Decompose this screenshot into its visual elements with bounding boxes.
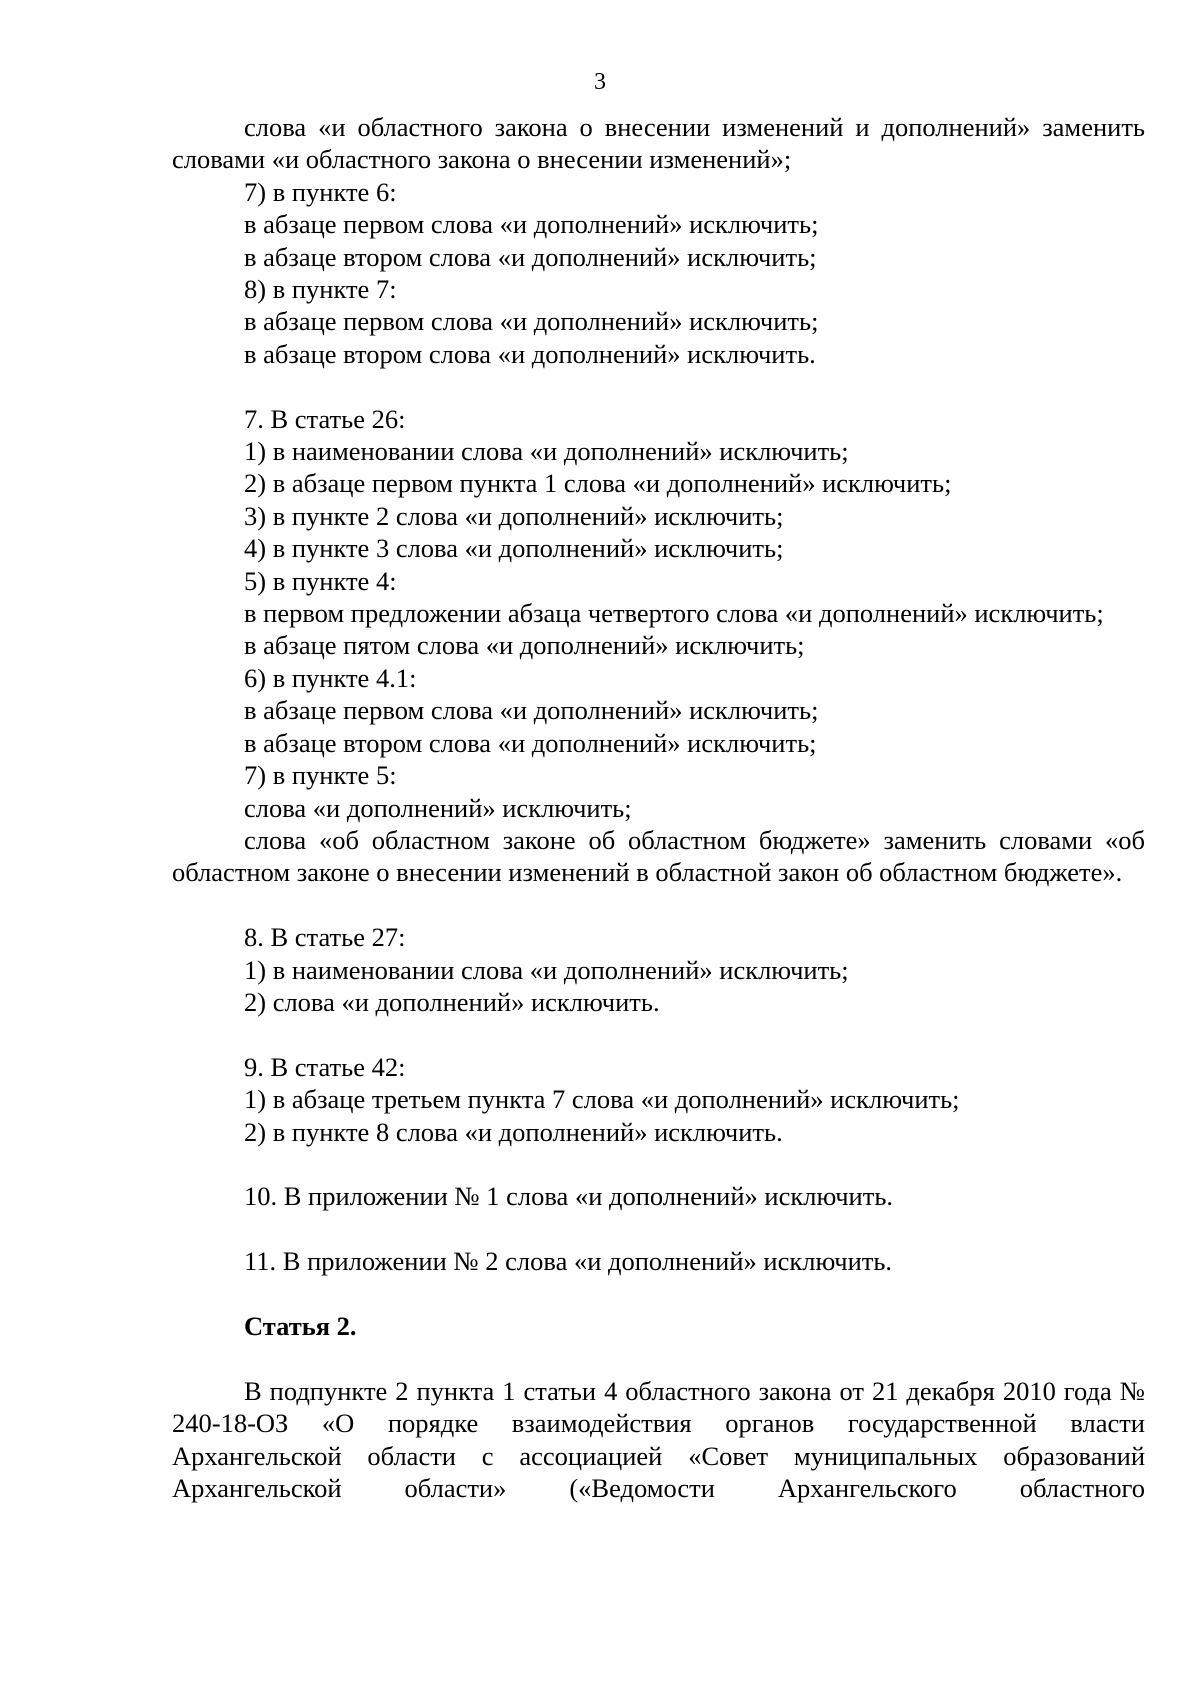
paragraph-gap xyxy=(172,1278,1145,1310)
paragraph: в абзаце первом слова «и дополнений» исключить; xyxy=(244,695,819,726)
paragraph-gap xyxy=(172,889,1145,921)
paragraph: в первом предложении абзаца четвертого слова «и дополнений» исключить; xyxy=(244,598,1104,629)
paragraph-gap xyxy=(172,1213,1145,1245)
paragraph: 11. В приложении № 2 слова «и дополнений» исключить. xyxy=(244,1246,893,1277)
paragraph: в абзаце втором слова «и дополнений» исключить; xyxy=(244,241,817,272)
paragraph: 3) в пункте 2 слова «и дополнений» исключить; xyxy=(244,500,784,531)
paragraph: 6) в пункте 4.1: xyxy=(244,662,417,693)
paragraph: 7) в пункте 5: xyxy=(244,760,397,791)
paragraph: в абзаце первом слова «и дополнений» исключить; xyxy=(244,306,819,337)
paragraph: слова «об областном законе об областном бюджете» заменить словами «об областном законе о внесении изменений в областной закон об областном бюджете». xyxy=(172,824,1145,888)
document-body xyxy=(172,111,1145,1504)
page-number: 3 xyxy=(594,69,606,95)
paragraph: в абзаце втором слова «и дополнений» исключить; xyxy=(244,727,817,758)
paragraph: 5) в пункте 4: xyxy=(244,565,397,596)
paragraph-gap xyxy=(172,370,1145,402)
paragraph: 4) в пункте 3 слова «и дополнений» исключить; xyxy=(244,533,784,564)
paragraph: 7. В статье 26: xyxy=(244,403,406,434)
paragraph: в абзаце пятом слова «и дополнений» исключить; xyxy=(244,630,805,661)
paragraph: 9. В статье 42: xyxy=(244,1051,406,1082)
paragraph-gap xyxy=(172,1148,1145,1180)
paragraph: слова «и дополнений» исключить; xyxy=(244,792,632,823)
paragraph: в абзаце первом слова «и дополнений» исключить; xyxy=(244,209,819,240)
paragraph: слова «и областного закона о внесении изменений и дополнений» заменить словами «и областного закона о внесении изменений»; xyxy=(172,112,1145,175)
paragraph: 1) в наименовании слова «и дополнений» исключить; xyxy=(244,436,849,467)
paragraph: 1) в абзаце третьем пункта 7 слова «и дополнений» исключить; xyxy=(244,1084,960,1115)
paragraph: в абзаце втором слова «и дополнений» исключить. xyxy=(244,338,816,369)
paragraph: 8) в пункте 7: xyxy=(244,274,397,305)
paragraph: 2) в абзаце первом пункта 1 слова «и дополнений» исключить; xyxy=(244,468,952,499)
paragraph: 8. В статье 27: xyxy=(244,922,406,953)
paragraph: 2) слова «и дополнений» исключить. xyxy=(244,986,660,1017)
paragraph: 2) в пункте 8 слова «и дополнений» исключить. xyxy=(244,1116,783,1147)
paragraph: 10. В приложении № 1 слова «и дополнений» исключить. xyxy=(244,1181,894,1212)
paragraph-gap xyxy=(172,1018,1145,1050)
article-heading: Статья 2. xyxy=(244,1310,357,1341)
paragraph: 1) в наименовании слова «и дополнений» исключить; xyxy=(244,954,849,985)
paragraph: 7) в пункте 6: xyxy=(244,176,397,207)
paragraph-gap xyxy=(172,1342,1145,1374)
paragraph: В подпункте 2 пункта 1 статьи 4 областного закона от 21 декабря 2010 года № 240-18-ОЗ «О порядке взаимодействия органов государственной власти Архангельской области с ассоциацией «Совет муниципальных образований Архангельской области» («Ведомости Архангельского областного xyxy=(172,1375,1145,1503)
